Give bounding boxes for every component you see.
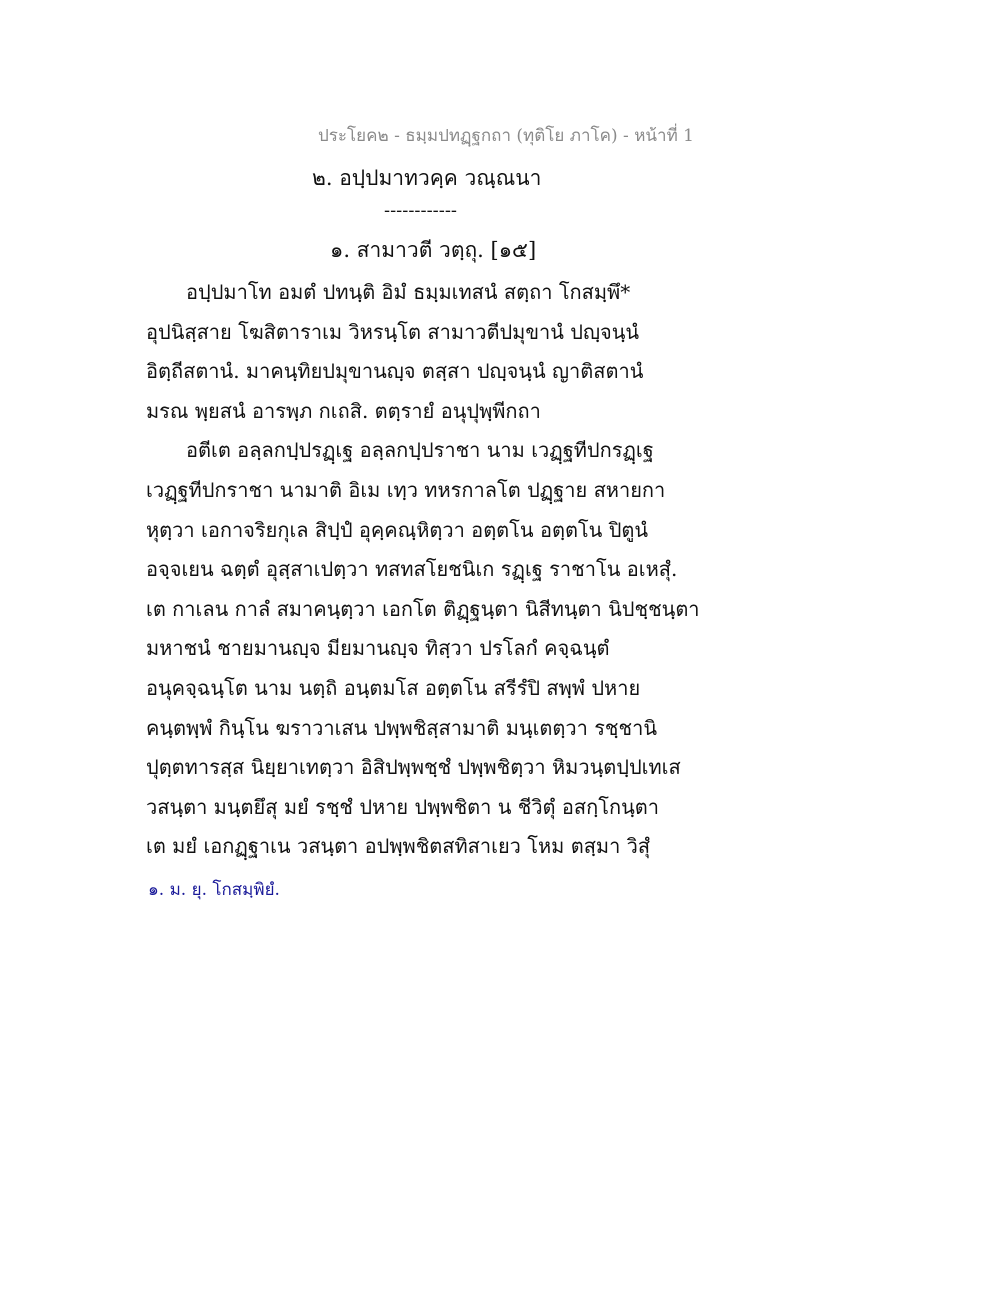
paragraph-2-line-11: เต มยํ เอกฏฺฐาเน วสนฺตา อปพฺพชิตสทิสาเยว โหม ตสฺมา วิสุํ xyxy=(146,834,651,859)
paragraph-1-line-4: มรณ พฺยสนํ อารพฺภ กเถสิ. ตตฺรายํ อนุปุพฺพีกถา xyxy=(146,398,541,423)
story-title: ๑. สามาวตี วตฺถุ. [๑๕] xyxy=(330,238,537,262)
paragraph-2-line-7: อนุคจฺฉนฺโต นาม นตฺถิ อนฺตมโส อตฺตโน สรีรํปิ สพฺพํ ปหาย xyxy=(146,675,641,700)
running-header: ประโยค๒ - ธมฺมปทฏฺฐกถา (ทุติโย ภาโค) - หน้าที่ 1 xyxy=(318,126,695,146)
paragraph-2-line-10: วสนฺตา มนฺตยึสุ มยํ รชฺชํ ปหาย ปพฺพชิตา น ชีวิตุํ อสกฺโกนฺตา xyxy=(146,794,659,819)
paragraph-2-line-2: เวฏฺฐทีปกราชา นามาติ อิเม เทฺว ทหรกาลโต ปฏฺฐาย สหายกา xyxy=(146,477,666,502)
footnote: ๑. ม. ยุ. โกสมฺพิยํ. xyxy=(148,880,280,900)
paragraph-2-line-1: อตีเต อลฺลกปฺปรฏฺเฐ อลฺลกปฺปราชา นาม เวฏฺฐทีปกรฏฺเฐ xyxy=(186,438,654,463)
paragraph-2-line-4: อจฺจเยน ฉตฺตํ อุสฺสาเปตฺวา ทสทสโยชนิเก รฏฺเฐ ราชาโน อเหสุํ. xyxy=(146,557,678,582)
title-separator: ------------ xyxy=(384,200,457,221)
paragraph-2-line-5: เต กาเลน กาลํ สมาคนฺตฺวา เอกโต ติฏฺฐนฺตา นิสีทนฺตา นิปชฺชนฺตา xyxy=(146,596,700,621)
chapter-title: ๒. อปฺปมาทวคฺค วณฺณนา xyxy=(312,166,542,190)
paragraph-1-line-3: อิตฺถีสตานํ. มาคนฺทิยปมุขานญฺจ ตสฺสา ปญฺจนฺนํ ญาติสตานํ xyxy=(146,359,644,384)
paragraph-2-line-3: หุตฺวา เอกาจริยกุเล สิปฺปํ อุคฺคณฺหิตฺวา อตฺตโน อตฺตโน ปิตูนํ xyxy=(146,517,649,542)
paragraph-2-line-8: คนฺตพฺพํ กินฺโน ฆราวาเสน ปพฺพชิสฺสามาติ มนฺเตตฺวา รชฺชานิ xyxy=(146,715,657,740)
paragraph-2-line-9: ปุตฺตทารสฺส นิยฺยาเทตฺวา อิสิปพฺพชฺชํ ปพฺพชิตฺวา หิมวนฺตปฺปเทเส xyxy=(146,755,681,780)
paragraph-1-line-1: อปฺปมาโท อมตํ ปทนฺติ อิมํ ธมฺมเทสนํ สตฺถา โกสมฺพึ* xyxy=(186,280,631,304)
paragraph-1-line-2: อุปนิสฺสาย โฆสิตาราเม วิหรนฺโต สามาวตีปมุขานํ ปญฺจนฺนํ xyxy=(146,319,640,344)
paragraph-2-line-6: มหาชนํ ชายมานญฺจ มียมานญฺจ ทิสฺวา ปรโลกํ คจฺฉนฺตํ xyxy=(146,636,610,661)
body-text xyxy=(146,273,706,867)
